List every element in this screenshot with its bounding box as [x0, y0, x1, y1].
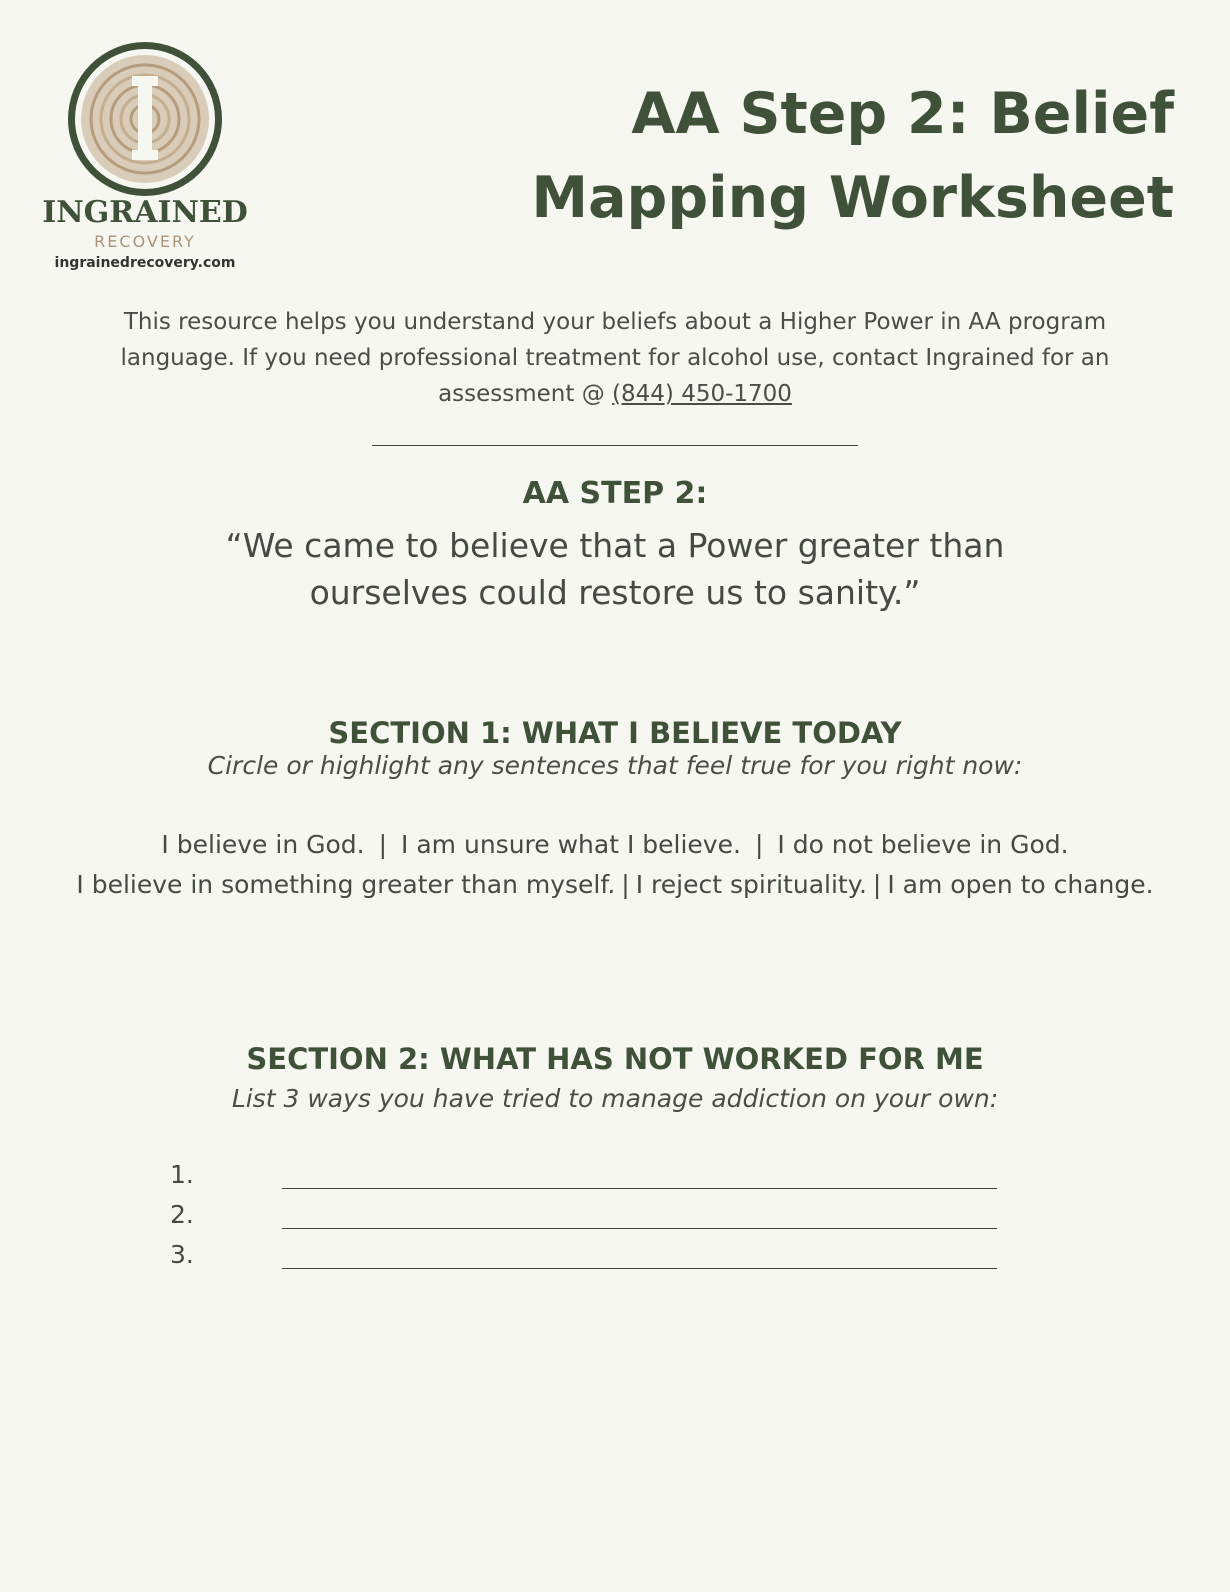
ingrained-recovery-logo — [40, 38, 250, 272]
intro-text: This resource helps you understand your beliefs about a Higher Power in AA program language. If you need professional treatment for alcohol use, contact Ingrained for an assessment @ — [120, 309, 1110, 407]
belief-options-row-1 — [0, 827, 1230, 863]
step-quote: “We came to believe that a Power greater than ourselves could restore us to sanity.” — [225, 526, 1005, 612]
list-number: 1. — [170, 1160, 194, 1189]
section2-heading: SECTION 2: WHAT HAS NOT WORKED FOR ME — [246, 1042, 984, 1076]
phone-link[interactable]: (844) 450-1700 — [612, 381, 792, 407]
option-separator: | — [378, 830, 388, 859]
belief-option[interactable]: I am open to change. — [887, 870, 1154, 899]
logo-subtitle: RECOVERY — [94, 232, 196, 251]
answer-blank-line[interactable] — [282, 1268, 997, 1269]
logo-wordmark: INGRAINED — [42, 195, 248, 230]
belief-options-row-2 — [0, 867, 1230, 903]
list-item — [170, 1198, 1010, 1238]
list-item — [170, 1158, 1010, 1198]
logo-url[interactable]: ingrainedrecovery.com — [54, 255, 236, 271]
intro-paragraph — [70, 304, 1160, 412]
belief-option[interactable]: I do not believe in God. — [777, 830, 1069, 859]
section1-instruction: Circle or highlight any sentences that feel true for you right now: — [207, 751, 1023, 780]
step-heading: AA STEP 2: — [522, 476, 708, 511]
answer-blank-line[interactable] — [282, 1228, 997, 1229]
option-separator: | — [621, 870, 630, 899]
logo-seal-icon — [64, 38, 226, 200]
list-item — [170, 1238, 1010, 1278]
option-separator: | — [754, 830, 764, 859]
list-number: 2. — [170, 1200, 194, 1229]
answer-blank-line[interactable] — [282, 1188, 997, 1189]
logo-seal-letter: I — [144, 126, 146, 127]
section1-heading: SECTION 1: WHAT I BELIEVE TODAY — [328, 716, 902, 750]
answer-list — [170, 1158, 1010, 1278]
option-separator: | — [872, 870, 882, 899]
belief-option[interactable]: I believe in something greater than myself. — [76, 870, 616, 899]
section2-instruction: List 3 ways you have tried to manage addiction on your own: — [231, 1084, 999, 1113]
page-title: AA Step 2: Belief Mapping Worksheet — [531, 81, 1174, 231]
list-number: 3. — [170, 1240, 194, 1269]
belief-option[interactable]: I am unsure what I believe. — [401, 830, 741, 859]
divider — [372, 445, 858, 446]
belief-option[interactable]: I believe in God. — [161, 830, 365, 859]
belief-option[interactable]: I reject spirituality. — [635, 870, 867, 899]
